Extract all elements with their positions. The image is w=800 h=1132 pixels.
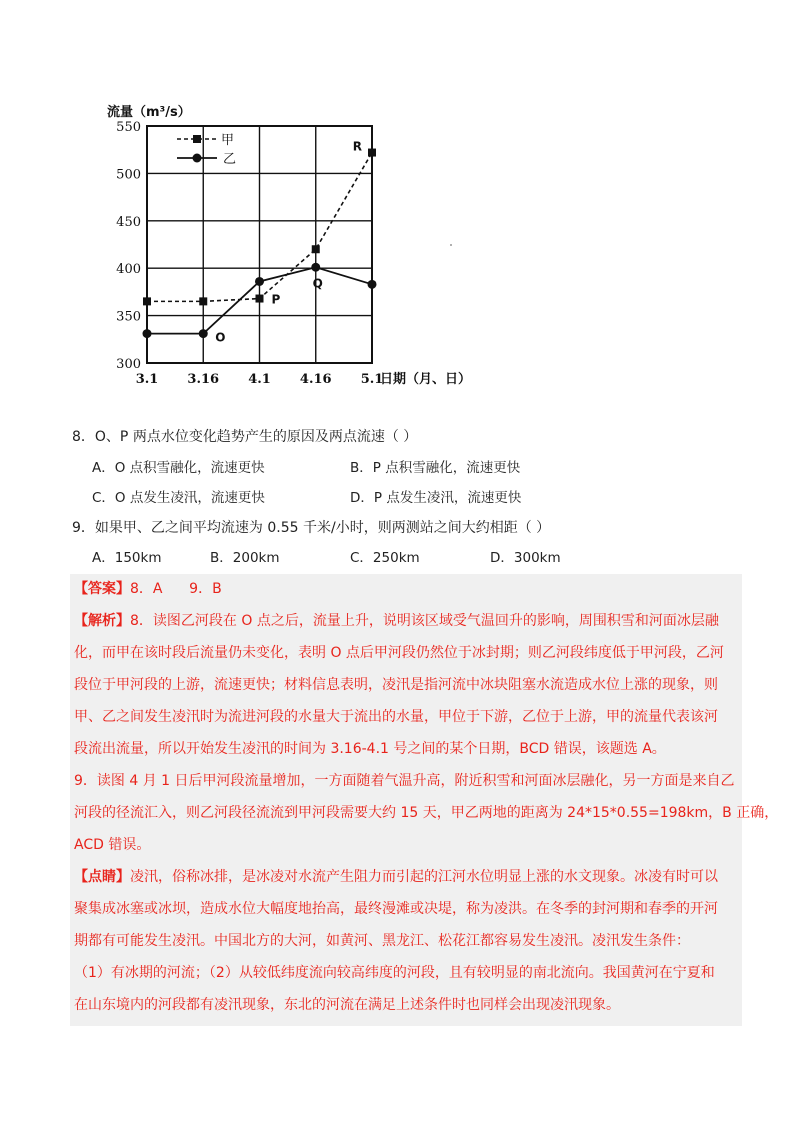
tip-line-1 [74, 866, 718, 888]
series-jia-point-1 [199, 297, 207, 305]
analysis-line-2: 化，而甲在该时段后流量仍未变化，表明 O 点后甲河段仍然位于冰封期；则乙河段纬度低于甲河段，乙河 [74, 645, 724, 661]
x-tick-label-4: 5.1 [360, 372, 384, 387]
question-9-option-a: A．150km [92, 550, 162, 566]
stray-dot [450, 244, 452, 246]
tip-text-1: 凌汛，俗称冰排，是冰凌对水流产生阻力而引起的江河水位明显上涨的水文现象。冰凌有时可以 [130, 869, 718, 885]
series-jia-point-2 [256, 295, 264, 303]
series-jia-point-0 [143, 297, 151, 305]
analysis-line-1 [74, 610, 719, 632]
series-jia-point-4 [368, 149, 376, 157]
question-8-option-a: A．O 点积雪融化，流速更快 [92, 460, 265, 476]
x-tick-label-0: 3.1 [135, 372, 159, 387]
tip-line-5: 在山东境内的河段都有凌汛现象，东北的河流在满足上述条件时也同样会出现凌汛现象。 [74, 997, 620, 1013]
question-9-option-d: D．300km [490, 550, 561, 566]
series-yi-point-4 [368, 280, 377, 289]
question-9-option-b: B．200km [210, 550, 280, 566]
series-yi-point-3 [311, 263, 320, 272]
y-axis-title: 流量（m³/s） [107, 105, 191, 120]
question-8-stem: 8．O、P 两点水位变化趋势产生的原因及两点流速（ ） [72, 429, 418, 445]
analysis-line-8: ACD 错误。 [74, 837, 151, 853]
series-yi-point-1 [199, 329, 208, 338]
analysis-line-5: 段流出流量，所以开始发生凌汛的时间为 3.16-4.1 号之间的某个日期，BCD 错误，该题选 A。 [74, 741, 666, 757]
point-label-p: P [271, 292, 281, 307]
y-tick-label-0: 550 [116, 120, 141, 135]
answer-line [74, 578, 222, 600]
y-tick-label-4: 350 [116, 309, 141, 325]
answer-tag: 【答案】 [74, 581, 130, 597]
x-tick-label-1: 3.16 [187, 372, 220, 387]
flow-chart [90, 95, 480, 395]
question-8-option-b: B．P 点积雪融化，流速更快 [350, 460, 521, 476]
legend-yi-marker [193, 154, 202, 163]
series-yi-point-2 [255, 277, 264, 286]
answer-text: 8．A 9．B [130, 581, 222, 597]
analysis-line-6: 9．读图 4 月 1 日后甲河段流量增加，一方面随着气温升高，附近积雪和河面冰层融化，另一方面是来自乙 [74, 773, 735, 789]
analysis-line-7: 河段的径流汇入，则乙河段径流流到甲河段需要大约 15 天，甲乙两地的距离为 24*15*0.55=198km，B 正确， [74, 805, 779, 821]
point-label-o: O [215, 330, 226, 345]
analysis-line-4: 甲、乙之间发生凌汛时为流进河段的水量大于流出的水量，甲位于下游，乙位于上游，甲的流量代表该河 [74, 709, 718, 725]
point-label-q: Q [312, 276, 323, 291]
tip-line-4: （1）有冰期的河流；（2）从较低纬度流向较高纬度的河段，且有较明显的南北流向。我国黄河在宁夏和 [74, 965, 715, 981]
question-9-stem: 9．如果甲、乙之间平均流速为 0.55 千米/小时，则两测站之间大约相距（ ） [72, 520, 551, 536]
tip-line-2: 聚集成冰塞或冰坝，造成水位大幅度地抬高，最终漫滩或决堤，称为凌洪。在冬季的封河期和春季的开河 [74, 901, 718, 917]
tip-tag: 【点睛】 [74, 869, 130, 885]
analysis-text-1: 8．读图乙河段在 O 点之后，流量上升，说明该区域受气温回升的影响，周围积雪和河面冰层融 [130, 613, 719, 629]
question-8-option-c: C．O 点发生凌汛，流速更快 [92, 490, 265, 506]
analysis-line-3: 段位于甲河段的上游，流速更快；材料信息表明，凌汛是指河流中冰块阻塞水流造成水位上涨的现象，则 [74, 677, 718, 693]
legend-jia-marker [193, 135, 201, 143]
series-jia-point-3 [312, 245, 320, 253]
y-tick-label-3: 400 [116, 262, 141, 278]
question-9-option-c: C．250km [350, 550, 420, 566]
question-8-option-d: D．P 点发生凌汛，流速更快 [350, 490, 522, 506]
x-tick-label-2: 4.1 [248, 372, 271, 387]
y-tick-label-5: 300 [116, 357, 141, 372]
legend-jia-label: 甲 [221, 133, 235, 148]
analysis-tag: 【解析】 [74, 613, 130, 629]
point-label-r: R [352, 139, 362, 154]
series-yi-point-0 [143, 329, 152, 338]
y-tick-label-1: 500 [116, 167, 141, 183]
x-axis-title: 日期（月、日） [380, 372, 472, 387]
y-tick-label-2: 450 [116, 214, 141, 230]
legend-yi-label: 乙 [223, 152, 237, 167]
x-tick-label-3: 4.16 [299, 372, 332, 387]
flow-chart-svg [90, 95, 480, 395]
tip-line-3: 期都有可能发生凌汛。中国北方的大河，如黄河、黑龙江、松花江都容易发生凌汛。凌汛发生条件： [74, 933, 690, 949]
